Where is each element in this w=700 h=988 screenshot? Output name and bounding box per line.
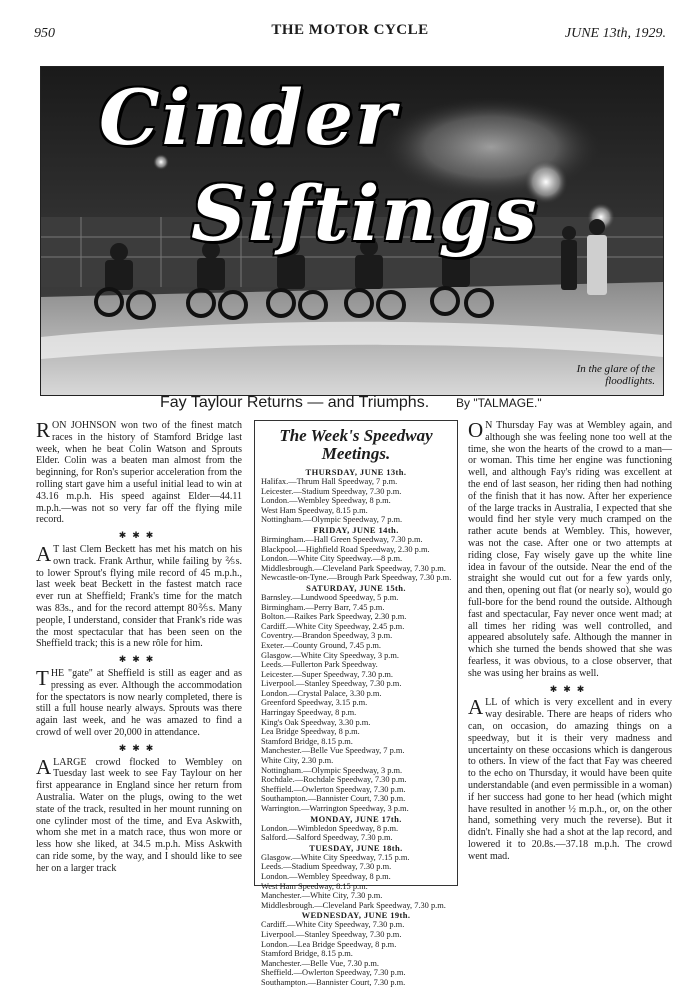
meeting-entry: Lea Bridge Speedway, 8 p.m. [261,727,360,737]
section-divider: ✱✱✱ [118,654,160,665]
page-number: 950 [34,26,55,41]
meeting-entry: Halifax.—Thrum Hall Speedway, 7 p.m. [261,477,398,486]
meeting-entry: Cardiff.—White City Speedway, 7.30 p.m. [261,920,405,930]
meeting-entry: Manchester.—White City, 7.30 p.m. [261,891,383,901]
meeting-entry: London.—Wembley Speedway, 8 p.m. [261,871,391,881]
paragraph [36,665,242,739]
meeting-entry: Southampton.—Bannister Court, 7.30 p.m. [261,794,406,804]
section-divider: ✱✱✱ [549,683,591,694]
meeting-entry: Liverpool.—Stanley Speedway, 7.30 p.m. [261,679,402,689]
meeting-entry: London.—Lea Bridge Speedway, 8 p.m. [261,939,397,949]
meeting-entry: Southampton.—Bannister Court, 7.30 p.m. [261,977,406,987]
meeting-entry: Birmingham.—Hall Green Speedway, 7.30 p.m. [261,534,423,544]
meeting-entry: Stamford Bridge, 8.15 p.m. [261,949,353,959]
paragraph-text: LL of which is very excellent and in every way desirable. There are heaps of riders who can, on occasion, do amazing things on a speedway, but it is their very madness and uncertainty on these occasions which is dangerous to others. In view of the fact that Fay was cheered to the echo on Thursday, it would have been quite understandable (and even permissible in a woman) if her success had gone to her head (which might have resulted in another ½ m.p.h., or, on the other hand, something very much the reverse). But it didn't. Finally she had a shot at the lap record, and lowered it to 20.8s.—37.18 m.p.h. The crowd went mad. [468,697,672,862]
meeting-day-heading: FRIDAY, JUNE 14th. [313,524,399,535]
meeting-entry: London.—Wembley Speedway, 8 p.m. [261,496,391,506]
paragraph-text: T last Clem Beckett has met his match on his own track. Frank Arthur, while failing by ⅖s. to lower Sprout's flying mile record of 45 m.p.h., last week beat Beckett in the fastest match race ever run at Sheffield; Frank's time for the match was 83s., and for the record attempt 80⅖s. Many people, I understand, consider that Frank's ride was the most spectacular that has been seen on the Sheffield track; this is a new rôle for him. [36,543,242,650]
meeting-entry: West Ham Speedway, 8.15 p.m. [261,505,368,515]
magazine-title: THE MOTOR CYCLE [271,22,429,38]
meeting-day-heading: TUESDAY, JUNE 18th. [309,842,403,853]
meeting-entry: Cardiff.—White City Speedway, 2.45 p.m. [261,621,405,631]
meeting-entry: Manchester.—Belle Vue Speedway, 7 p.m. [261,746,405,756]
meeting-entry: West Ham Speedway, 8.15 p.m. [261,881,368,891]
meeting-entry: Glasgow.—White City Speedway, 7.15 p.m. [261,852,410,862]
meeting-entry: Coventry.—Brandon Speedway, 3 p.m. [261,631,393,641]
drop-cap: A [36,754,52,779]
box-title [261,427,451,463]
meeting-entry: London.—Wimbledon Speedway, 8 p.m. [261,823,399,833]
meeting-entry: Nottingham.—Olympic Speedway, 7 p.m. [261,515,403,525]
meeting-entry: London.—Crystal Palace, 3.30 p.m. [261,688,382,698]
subtitle-text: Fay Taylour Returns — and Triumphs. [160,394,430,411]
meeting-entry: Exeter.—County Ground, 7.45 p.m. [261,640,382,650]
section-divider: ✱✱✱ [118,530,160,541]
title-word-1: Cinder [99,73,398,162]
issue-date: JUNE 13th, 1929. [564,26,666,41]
floodlit-speedway-photo [40,66,664,396]
section-divider: ✱✱✱ [118,742,160,753]
photo-caption: In the glare of the floodlights. [576,363,655,387]
meeting-entry: Manchester.—Belle Vue, 7.30 p.m. [261,958,379,968]
meeting-entry: Middlesbrough.—Cleveland Park Speedway, 7.30 p.m. [261,563,446,573]
meeting-entry: Greenford Speedway, 3.15 p.m. [261,698,368,708]
meeting-entry: White City, 2.30 p.m. [261,756,334,766]
meeting-entry: Nottingham.—Olympic Speedway, 3 p.m. [261,765,403,775]
meeting-entry: Rochdale.—Rochdale Speedway, 7.30 p.m. [261,775,407,785]
paragraph-text: N Thursday Fay was at Wembley again, and although she was feeling none too well at the time, she won the hearts of the crowd to a man—or woman. This time her engine was functioning well, and although Fay's riding was excellent at the end of last season, her riding then had nothing of the finish that it has now. After her experience of the large tracks in Australia, I expected that she would find her style very much cramped on the rather acute bends at Wembley. This, however, was not the case. After one or two attempts at riding close, Fay wisely gave up the white line idea in favour of the outside. Near the end of the straight she would cut out for a few yards only, and then, opening out flat (or nearly so), would go full-bore for the bend round the outside. Although fast and spectacular, Fay never once went mad; at all times her riding was well controlled, and appeared absolutely safe. Although the manner in which she turned the bends showed that she was fearless, it was obvious, to a close observer, that she was using her brains as well. [468,420,672,679]
page-header [34,22,666,46]
meeting-entry: Leicester.—Stadium Speedway, 7.30 p.m. [261,486,402,496]
drop-cap: A [36,541,52,566]
meeting-entry: Birmingham.—Perry Barr, 7.45 p.m. [261,602,385,612]
meeting-entry: Leeds.—Stadium Speedway, 7.30 p.m. [261,862,392,872]
meeting-entry: Newcastle-on-Tyne.—Brough Park Speedway, 7.30 p.m. [261,573,451,583]
meeting-entry: Salford.—Salford Speedway, 7.30 p.m. [261,833,393,843]
box-title-line-1: The Week's Speedway [279,426,433,445]
meeting-entry: Leeds.—Fullerton Park Speedway. [261,660,378,670]
meeting-entry: Sheffield.—Owlerton Speedway, 7.30 p.m. [261,968,406,978]
meeting-day-heading: SATURDAY, JUNE 15th. [306,582,406,593]
meeting-entry: Glasgow.—White City Speedway, 3 p.m. [261,650,400,660]
meeting-day-heading: THURSDAY, JUNE 13th. [305,467,407,477]
byline: By "TALMAGE." [456,396,542,410]
paragraph [468,697,672,862]
meeting-entry: Warrington.—Warrington Speedway, 3 p.m. [261,804,409,813]
drop-cap: A [468,695,484,720]
paragraph [36,541,242,650]
paragraph-text: LARGE crowd flocked to Wembley on Tuesday last week to see Fay Taylour on her first appearance in England since her return from Australia. Water on the plugs, owing to the wet state of the track, resulted in her mount running on one cylinder most of the time, and Eva Askwith, whom she met in a match race, thus won more or less how she liked, at 34.5 m.p.h. Miss Askwith can ride some, by the way, and I should like to see her on a larger track [36,756,242,874]
meeting-day-heading: WEDNESDAY, JUNE 19th. [301,910,411,921]
paragraph [468,420,672,680]
speedway-meetings-box [254,420,458,987]
right-column [468,420,672,866]
meeting-entry: Barnsley.—Lundwood Speedway, 5 p.m. [261,592,399,602]
paragraph-text: HE "gate" at Sheffield is still as eager and as pressing as ever. Although the accommodation for the spectators is now nearly completed, there is still a full house nearly always. Sprouts was there again last week, and he was amazed to find a crowd of well over 20,000 in attendance. [36,667,242,738]
meeting-entry: Blackpool.—Highfield Road Speedway, 2.30 p.m. [261,544,430,554]
drop-cap: O [468,418,484,442]
meeting-entry: Harringay Speedway, 8 p.m. [261,708,357,718]
meeting-entry: Stamford Bridge, 8.15 p.m. [261,736,353,746]
box-title-line-2: Meetings. [321,444,391,463]
article-subtitle [0,394,700,418]
meeting-entry: London.—White City Speedway.—8 p.m. [261,554,403,564]
drop-cap: T [36,665,49,690]
meeting-entry: Sheffield.—Owlerton Speedway, 7.30 p.m. [261,784,406,794]
meeting-entry: King's Oak Speedway, 3.30 p.m. [261,717,371,727]
paragraph [36,754,242,875]
paragraph [36,420,242,526]
meeting-entry: Leicester.—Super Speedway, 7.30 p.m. [261,669,394,679]
meeting-entry: Middlesbrough.—Cleveland Park Speedway, 7.30 p.m. [261,900,446,910]
meetings-list [261,467,451,988]
meeting-entry: Liverpool.—Stanley Speedway, 7.30 p.m. [261,929,402,939]
title-word-2: Siftings [191,169,539,258]
left-column [36,420,242,878]
meeting-entry: Bolton.—Raikes Park Speedway, 2.30 p.m. [261,612,407,622]
drop-cap: R [36,418,51,442]
paragraph-text: ON JOHNSON won two of the finest match races in the history of Stamford Bridge last week, when he beat Colin Watson and Sprouts Elder. Colin was a beaten man almost from the beginning, for Ron's superior acceleration from the rolling start gave him a useful initial lead to win at 43.16 m.p.h. His speed against Elder—44.11 m.p.h.—was not so very far off the flying mile record. [36,420,242,526]
meeting-day-heading: MONDAY, JUNE 17th. [310,813,402,824]
